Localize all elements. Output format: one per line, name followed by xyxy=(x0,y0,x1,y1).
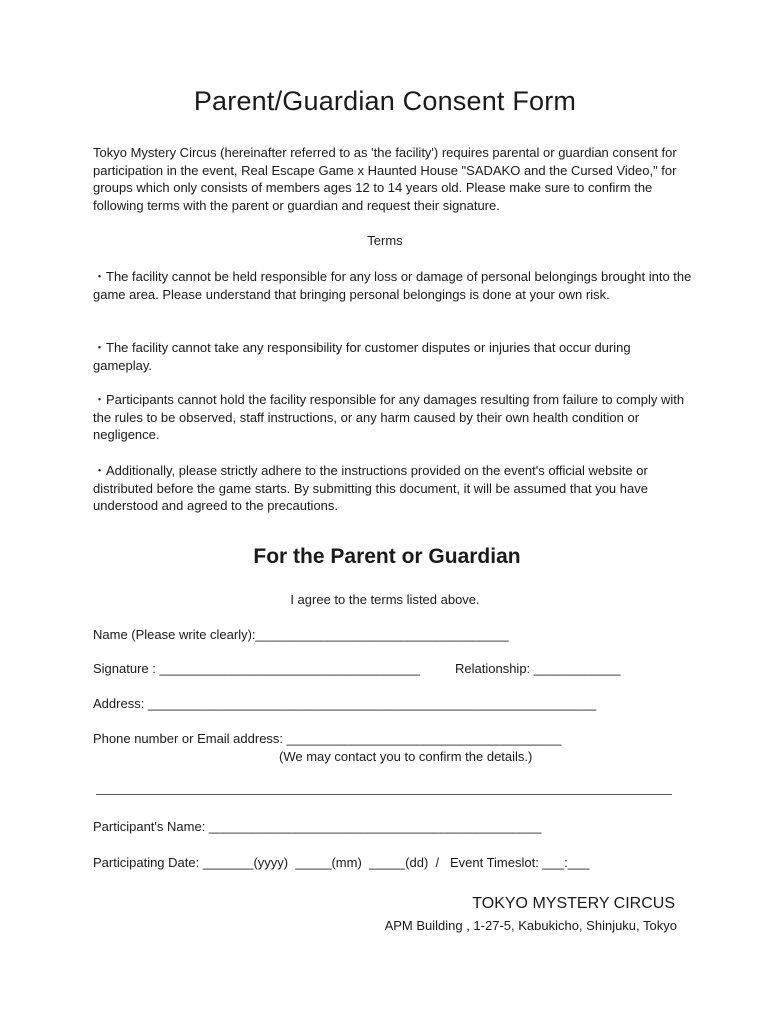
page-title: Parent/Guardian Consent Form xyxy=(193,86,577,116)
intro-paragraph: Tokyo Mystery Circus (hereinafter referred to as 'the facility') requires parental or guardian consent for participation in the event, Real Escape Game x Haunted House "SADAKO and the Cursed Video," for groups which only consists of members ages 12 to 14 years old. Please make sure to confirm the following terms with the parent or guardian and request their signature. xyxy=(93,145,677,213)
term-item: ・Participants cannot hold the facility responsible for any damages resulting from failure to comply with the rules to be observed, staff instructions, or any harm caused by their own health condition or negligence. xyxy=(93,392,685,443)
address-field[interactable]: Address: ______________________________________________________________ xyxy=(93,696,597,711)
contact-note: (We may contact you to confirm the details.) xyxy=(279,749,533,764)
organization-address: APM Building , 1-27-5, Kabukicho, Shinjuku, Tokyo xyxy=(384,918,677,933)
participant-name-field[interactable]: Participant's Name: ______________________________________________ xyxy=(93,819,542,834)
guardian-name-field[interactable]: Name (Please write clearly):___________________________________ xyxy=(93,627,509,642)
organization-name: TOKYO MYSTERY CIRCUS xyxy=(472,895,675,912)
phone-email-field[interactable]: Phone number or Email address: ______________________________________ xyxy=(93,731,562,746)
terms-heading: Terms xyxy=(367,233,403,248)
section-divider xyxy=(96,794,672,795)
participating-date-field[interactable]: Participating Date: _______(yyyy) _____(mm) _____(dd) / Event Timeslot: ___:___ xyxy=(93,855,590,870)
guardian-section-heading: For the Parent or Guardian xyxy=(253,545,521,568)
term-item: ・The facility cannot take any responsibility for customer disputes or injuries that occur during gameplay. xyxy=(93,340,631,373)
term-item: ・The facility cannot be held responsible for any loss or damage of personal belongings brought into the game area. Please understand that bringing personal belongings is done at your own risk. xyxy=(93,269,692,302)
relationship-field[interactable]: Relationship: ____________ xyxy=(455,661,621,676)
term-item: ・Additionally, please strictly adhere to the instructions provided on the event's official website or distributed before the game starts. By submitting this document, it will be assumed that you have understood and agreed to the precautions. xyxy=(93,463,648,514)
agreement-statement: I agree to the terms listed above. xyxy=(290,592,480,607)
guardian-signature-field[interactable]: Signature : ____________________________________ xyxy=(93,661,420,676)
